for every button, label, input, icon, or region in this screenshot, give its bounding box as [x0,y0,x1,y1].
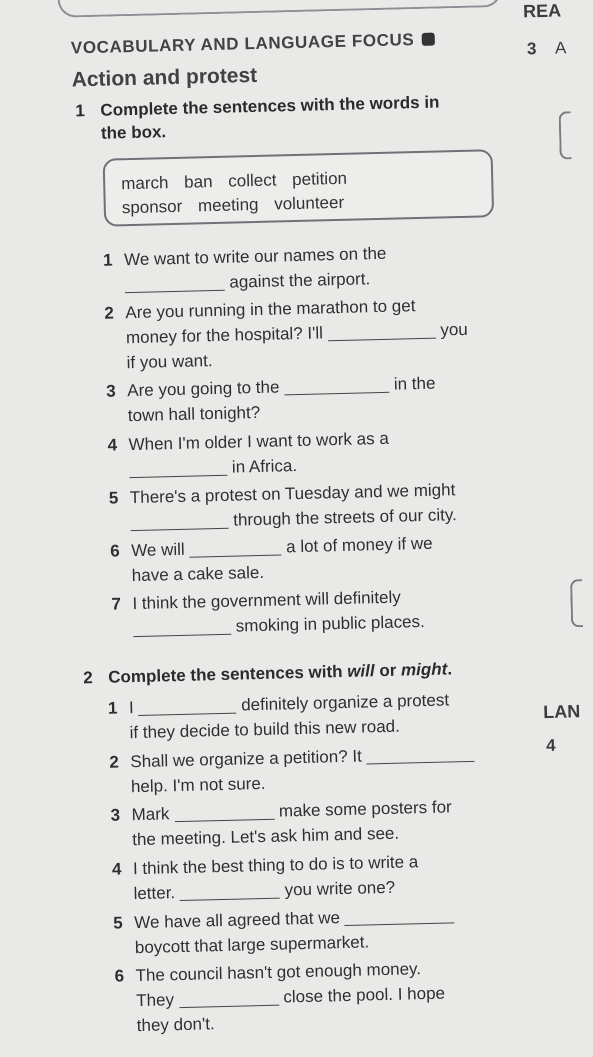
item-text: a lot of money if we [285,533,433,557]
item-number: 2 [104,303,115,323]
exercise-number: 1 [75,101,86,121]
item-number: 4 [107,435,118,455]
item-number: 5 [113,913,123,933]
item-text: The council hasn't got enough money. [135,959,422,986]
item-text: Are you running in the marathon to get [125,296,416,323]
instruction-line: Complete the sentences with the words in [100,92,440,120]
exercise-2-item [107,687,450,745]
item-text: you [440,319,468,340]
topic-heading: Action and protest [71,63,258,92]
item-text: boycott that large supermarket. [134,932,370,958]
answer-blank[interactable] [284,376,389,396]
item-text: Are you going to the [127,377,280,401]
answer-blank[interactable] [189,538,281,557]
item-text: I [128,698,134,718]
top-border [57,0,502,18]
item-text: There's a protest on Tuesday and we might [129,480,456,508]
item-text: against the airport. [229,269,371,292]
item-text: if you want. [126,351,213,373]
answer-blank[interactable] [174,803,274,822]
right-number-4: 4 [545,735,556,756]
item-text: smoking in public places. [235,611,425,636]
item-number: 5 [108,488,119,508]
answer-blank[interactable] [344,906,454,926]
exercise-1-item [102,241,388,297]
item-number: 3 [106,381,116,401]
item-number: 1 [107,698,118,718]
instruction-text: or [374,660,402,681]
right-number-3: 3 [526,39,537,59]
right-section-label-2: LAN [543,701,581,723]
right-section-label: REA [522,0,562,22]
word-box [103,149,495,227]
item-text: definitely organize a protest [240,690,450,715]
item-text: We want to write our names on the [123,243,387,270]
word-box-row [122,193,354,219]
word-option: petition [291,168,348,190]
answer-blank[interactable] [178,989,278,1008]
exercise-number: 2 [83,668,93,688]
item-text: Shall we organize a petition? It [130,746,363,772]
item-text: make some posters for [278,797,452,821]
exercise-2-item [114,956,446,1039]
exercise-1-item [108,477,458,535]
item-text: Mark [131,804,170,825]
word-option: ban [183,172,213,192]
exercise-1-item [111,584,425,641]
item-text: letter. [133,883,176,904]
instruction-keyword: might [400,659,448,680]
word-option: march [120,173,169,194]
item-text: help. I'm not sure. [130,773,266,797]
item-text: We have all agreed that we [134,908,341,933]
item-text: have a cake sale. [131,562,265,586]
instruction-text: Complete the sentences with [108,661,348,687]
item-text: I think the government will definitely [132,587,401,614]
square-icon [421,33,434,46]
edge-bracket [559,111,572,159]
instruction-text: . [447,659,453,679]
right-letter: A [554,38,567,58]
item-text: through the streets of our city. [232,505,458,530]
exercise-2-instructions [83,657,453,688]
exercise-2-item [113,902,456,960]
section-heading-text: VOCABULARY AND LANGUAGE FOCUS [70,30,415,58]
item-text: close the pool. I hope [283,983,446,1007]
answer-blank[interactable] [327,322,435,342]
item-number: 6 [114,966,125,986]
word-box-row [121,169,356,195]
item-number: 2 [109,752,120,772]
exercise-1-instructions [75,90,451,145]
exercise-2-item [109,741,475,799]
answer-blank[interactable] [124,274,224,293]
answer-blank[interactable] [180,882,280,901]
item-text: in Africa. [231,456,298,477]
answer-blank[interactable] [133,618,231,637]
instruction-keyword: will [346,661,375,681]
section-heading [71,30,435,59]
item-number: 3 [110,805,121,825]
instruction-line: the box. [100,122,167,143]
exercise-1-item [106,371,436,429]
exercise-2-item [110,794,452,852]
edge-bracket [570,579,583,627]
word-option: collect [228,170,277,191]
item-number: 1 [102,250,113,270]
item-text: in the [393,373,436,394]
item-text: they don't. [136,1014,215,1036]
word-option: volunteer [273,192,345,214]
exercise-1-item [104,292,469,375]
answer-blank[interactable] [129,459,227,478]
item-number: 6 [109,541,120,561]
item-text: When I'm older I want to work as a [128,428,390,455]
item-text: the meeting. Let's ask him and see. [132,823,400,850]
item-text: town hall tonight? [127,402,261,426]
item-text: I think the best thing to do is to write a [132,852,419,879]
answer-blank[interactable] [130,512,228,531]
item-text: money for the hospital? I'll [125,323,324,348]
item-text: We will [130,539,185,561]
word-option: sponsor [121,196,183,218]
exercise-1-item [109,531,434,588]
exercise-1-item [107,426,390,482]
item-number: 4 [111,859,122,879]
answer-blank[interactable] [138,697,236,716]
item-number: 7 [111,594,122,614]
item-text: if they decide to build this new road. [129,716,401,743]
item-text: you write one? [284,877,396,900]
answer-blank[interactable] [366,745,474,765]
word-option: meeting [197,194,259,216]
exercise-2-item [111,849,420,906]
item-text: They [135,990,175,1011]
